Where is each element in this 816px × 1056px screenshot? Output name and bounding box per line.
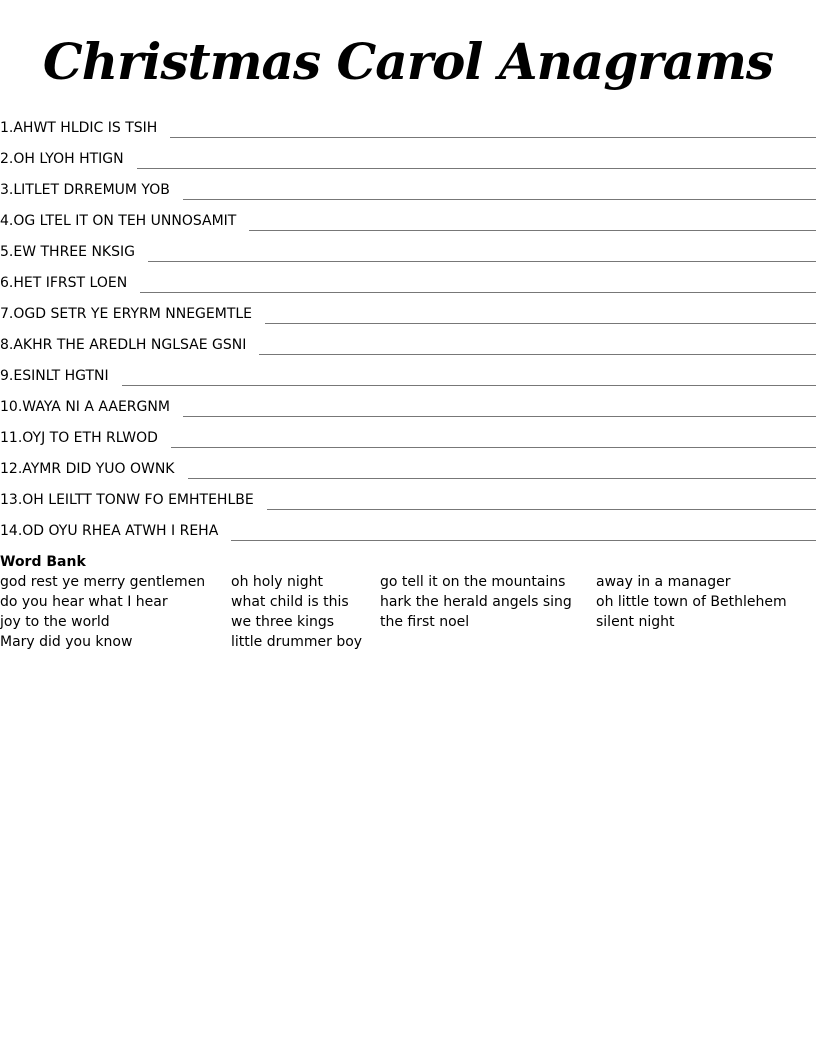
puzzle-number: 11. <box>0 430 23 446</box>
answer-line[interactable] <box>170 137 816 138</box>
puzzle-number: 4. <box>0 213 14 229</box>
puzzle-clue: HET IFRST LOEN <box>13 275 128 291</box>
puzzle-clue: LITLET DRREMUM YOB <box>13 182 170 198</box>
answer-line[interactable] <box>171 447 816 448</box>
word-bank-item: oh little town of Bethlehem <box>596 594 787 610</box>
puzzle-row <box>0 264 816 295</box>
answer-line[interactable] <box>231 540 816 541</box>
puzzle-number: 8. <box>0 337 14 353</box>
word-bank-item: we three kings <box>231 614 335 630</box>
word-bank-item: away in a manager <box>596 574 731 590</box>
puzzle-number: 2. <box>0 151 14 167</box>
puzzle-clue: OH LYOH HTIGN <box>13 151 124 167</box>
puzzle-list <box>0 109 816 543</box>
puzzle-number: 13. <box>0 492 23 508</box>
puzzle-number: 1. <box>0 120 14 136</box>
word-bank <box>0 552 816 652</box>
puzzle-number: 14. <box>0 523 23 539</box>
puzzle-row <box>0 140 816 171</box>
word-bank-item: do you hear what I hear <box>0 594 168 610</box>
puzzle-row <box>0 357 816 388</box>
answer-line[interactable] <box>148 261 816 262</box>
word-bank-item: oh holy night <box>231 574 323 590</box>
answer-line[interactable] <box>265 323 816 324</box>
word-bank-item: god rest ye merry gentlemen <box>0 574 206 590</box>
puzzle-row <box>0 481 816 512</box>
puzzle-number: 12. <box>0 461 23 477</box>
word-bank-heading: Word Bank <box>0 554 86 570</box>
puzzle-clue: OYJ TO ETH RLWOD <box>22 430 158 446</box>
puzzle-row <box>0 419 816 450</box>
word-bank-item: Mary did you know <box>0 634 133 650</box>
answer-line[interactable] <box>140 292 816 293</box>
word-bank-item: what child is this <box>231 594 349 610</box>
puzzle-clue: AYMR DID YUO OWNK <box>22 461 175 477</box>
puzzle-number: 5. <box>0 244 14 260</box>
puzzle-clue: AKHR THE AREDLH NGLSAE GSNI <box>13 337 247 353</box>
answer-line[interactable] <box>259 354 816 355</box>
word-bank-item: little drummer boy <box>231 634 363 650</box>
puzzle-number: 10. <box>0 399 23 415</box>
puzzle-row <box>0 109 816 140</box>
puzzle-clue: OGD SETR YE ERYRM NNEGEMTLE <box>13 306 253 322</box>
answer-line[interactable] <box>183 416 816 417</box>
puzzle-clue: OG LTEL IT ON TEH UNNOSAMIT <box>13 213 237 229</box>
puzzle-number: 7. <box>0 306 14 322</box>
puzzle-row <box>0 295 816 326</box>
word-bank-item: the first noel <box>380 614 470 630</box>
puzzle-row <box>0 388 816 419</box>
puzzle-clue: OH LEILTT TONW FO EMHTEHLBE <box>22 492 254 508</box>
word-bank-item: hark the herald angels sing <box>380 594 572 610</box>
puzzle-row <box>0 450 816 481</box>
page-title: Christmas Carol Anagrams <box>42 32 774 91</box>
answer-line[interactable] <box>183 199 816 200</box>
puzzle-clue: ESINLT HGTNI <box>13 368 109 384</box>
answer-line[interactable] <box>249 230 816 231</box>
puzzle-number: 3. <box>0 182 14 198</box>
puzzle-row <box>0 512 816 543</box>
word-bank-item: go tell it on the mountains <box>380 574 566 590</box>
word-bank-item: joy to the world <box>0 614 110 630</box>
answer-line[interactable] <box>122 385 816 386</box>
answer-line[interactable] <box>267 509 816 510</box>
word-bank-grid <box>0 572 816 652</box>
puzzle-row <box>0 326 816 357</box>
answer-line[interactable] <box>137 168 816 169</box>
puzzle-clue: WAYA NI A AAERGNM <box>22 399 170 415</box>
puzzle-clue: EW THREE NKSIG <box>13 244 135 260</box>
puzzle-clue: AHWT HLDIC IS TSIH <box>13 120 158 136</box>
puzzle-clue: OD OYU RHEA ATWH I REHA <box>22 523 219 539</box>
puzzle-row <box>0 233 816 264</box>
puzzle-row <box>0 202 816 233</box>
answer-line[interactable] <box>188 478 816 479</box>
puzzle-number: 6. <box>0 275 14 291</box>
puzzle-row <box>0 171 816 202</box>
puzzle-number: 9. <box>0 368 14 384</box>
word-bank-item: silent night <box>596 614 675 630</box>
